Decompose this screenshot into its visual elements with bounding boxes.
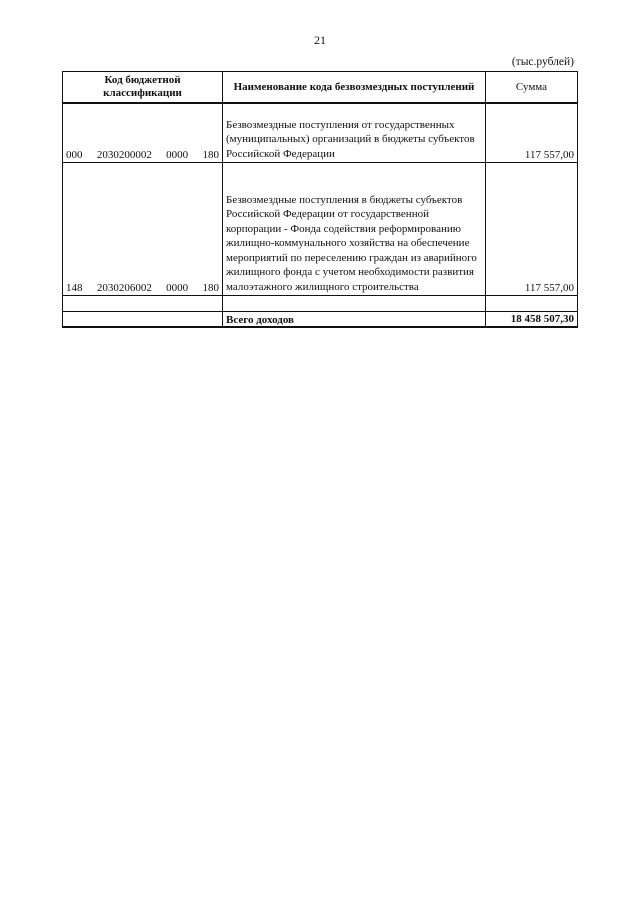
total-code-cell: [63, 312, 223, 328]
units-label: (тыс.рублей): [511, 56, 574, 68]
header-sum: Сумма: [486, 72, 578, 104]
row-code: [63, 163, 223, 296]
code-admin: 148: [66, 282, 83, 294]
code-kosgu: 180: [202, 149, 219, 161]
table-row: [63, 103, 578, 163]
table-header-row: [63, 72, 578, 104]
page-number: 21: [314, 33, 326, 47]
header-name: Наименование кода безвозмездных поступлений: [223, 72, 486, 104]
spacer-row: [63, 296, 578, 312]
row-sum: [486, 163, 578, 296]
total-label: Всего доходов: [223, 312, 486, 328]
code-program: 0000: [166, 282, 189, 294]
header-code: Код бюджетной классификации: [63, 72, 223, 104]
total-sum: [486, 312, 578, 328]
budget-revenue-table: [62, 71, 578, 328]
code-program: 0000: [166, 149, 189, 161]
row-name-text: Безвозмездные поступления в бюджеты субъектов Российской Федерации от государственной корпорации - Фонда содействия реформированию жилищно-коммунального хозяйства на обеспечение мероприятий по переселению граждан из аварийного жилищного фонда с учетом необходимости развития малоэтажного жилищного строительства: [226, 193, 477, 293]
total-row: [63, 312, 578, 328]
row-sum-value: 117 557,00: [524, 282, 574, 294]
code-type: 2030206002: [96, 282, 152, 294]
row-sum: [486, 103, 578, 163]
row-name: [223, 163, 486, 296]
code-admin: 000: [66, 149, 83, 161]
row-name-text: Безвозмездные поступления от государственных (муниципальных) организаций в бюджеты субъектов Российской Федерации: [226, 118, 475, 160]
total-sum-value: 18 458 507,30: [510, 313, 574, 325]
code-type: 2030200002: [96, 149, 152, 161]
row-code: [63, 103, 223, 163]
code-kosgu: 180: [202, 282, 219, 294]
row-sum-value: 117 557,00: [524, 149, 574, 161]
row-name: [223, 103, 486, 163]
table-row: [63, 163, 578, 296]
